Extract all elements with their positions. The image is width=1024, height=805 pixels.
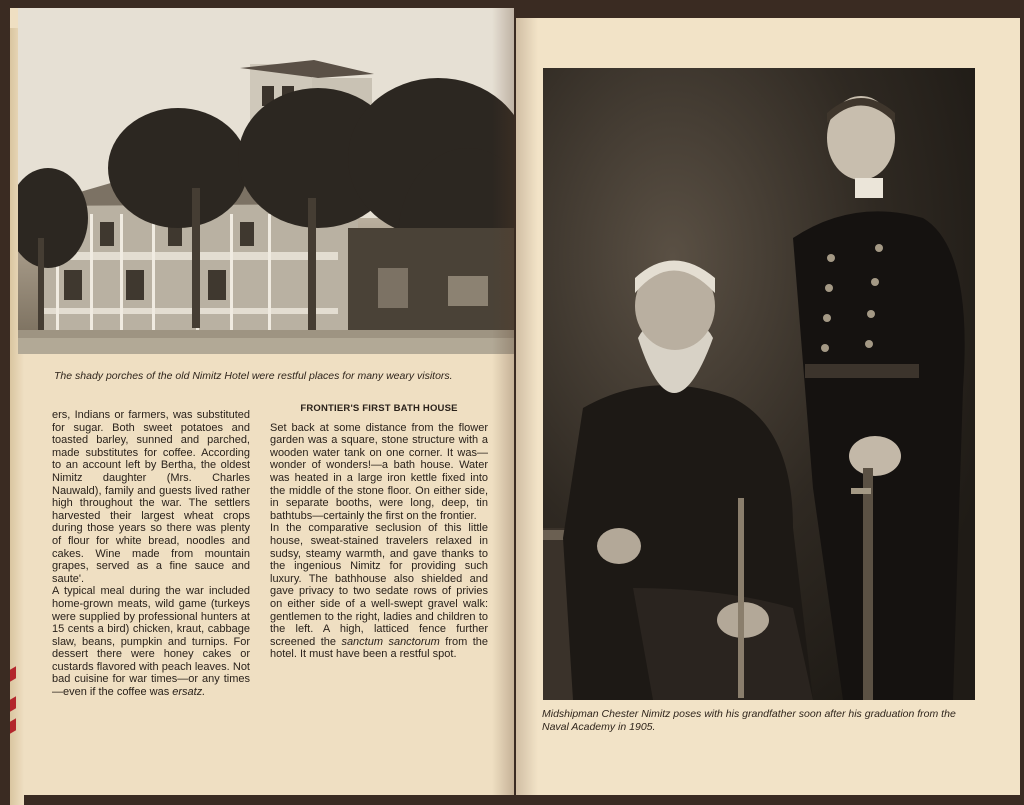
hotel-photo-caption: The shady porches of the old Nimitz Hotel were restful places for many weary visitors. xyxy=(54,370,453,382)
paragraph: ers, Indians or farmers, was substituted for sugar. Both sweet potatoes and toasted barley, sunned and parched, made substitutes for coffee. According to an account left by Bertha, the oldest Nimitz daughter (Mrs. Charles Nauwald), family and guests lived rather high throughout the war. The settlers harvested their largest wheat crops during those years so there was plenty of flour for white bread, noodles and cakes. Wine made from mountain grapes, served as a fine sauce and saute'. xyxy=(52,409,250,585)
right-page xyxy=(516,18,1020,795)
paragraph: Set back at some distance from the flower garden was a square, stone structure with a wooden water tank on one corner. It was—wonder of wonders!—a bath house. Water was heated in a large iron kettle fixed into the middle of the stone floor. On either side, in separate booths, were long, deep, tin bathtubs—certainly the first on the frontier. xyxy=(270,421,488,522)
text-column-2 xyxy=(270,403,488,661)
paragraph-text: In the comparative seclusion of this little house, sweat-stained travelers relaxed in sudsy, steamy warmth, and gave thanks to the ingenious Nimitz for providing such luxury. The bathhouse also shielded and gave privacy to two sedate rows of privies on either side of a well-swept gravel walk: gentlemen to the right, ladies and children to the left. A high, latticed fence further screened the xyxy=(270,522,488,648)
hotel-photo xyxy=(18,8,514,354)
italic-word: ersatz. xyxy=(172,686,206,699)
section-heading: FRONTIER'S FIRST BATH HOUSE xyxy=(300,403,458,414)
portrait-photo xyxy=(543,68,975,700)
portrait-photo-caption: Midshipman Chester Nimitz poses with his grandfather soon after his graduation from the Naval Academy in 1905. xyxy=(542,708,956,733)
gutter-shadow xyxy=(492,8,514,795)
text-column-1 xyxy=(52,409,250,699)
paragraph-text: A typical meal during the war included home-grown meats, wild game (turkeys were supplied by professional hunters at 15 cents a bird) chicken, kraut, cabbage slaw, beans, pumpkin and turnips. For dessert there were honey cakes or custards flavored with peach leaves. Not bad cuisine for war times—or any times—even if the coffee was xyxy=(52,585,250,699)
left-page xyxy=(10,8,514,795)
italic-phrase: sanctum sanctorum xyxy=(341,635,440,648)
gutter-shadow xyxy=(516,18,538,795)
paragraph xyxy=(270,522,488,661)
paragraph xyxy=(52,585,250,698)
paragraph-text: from the hotel. It must have been a restful spot. xyxy=(270,635,488,661)
